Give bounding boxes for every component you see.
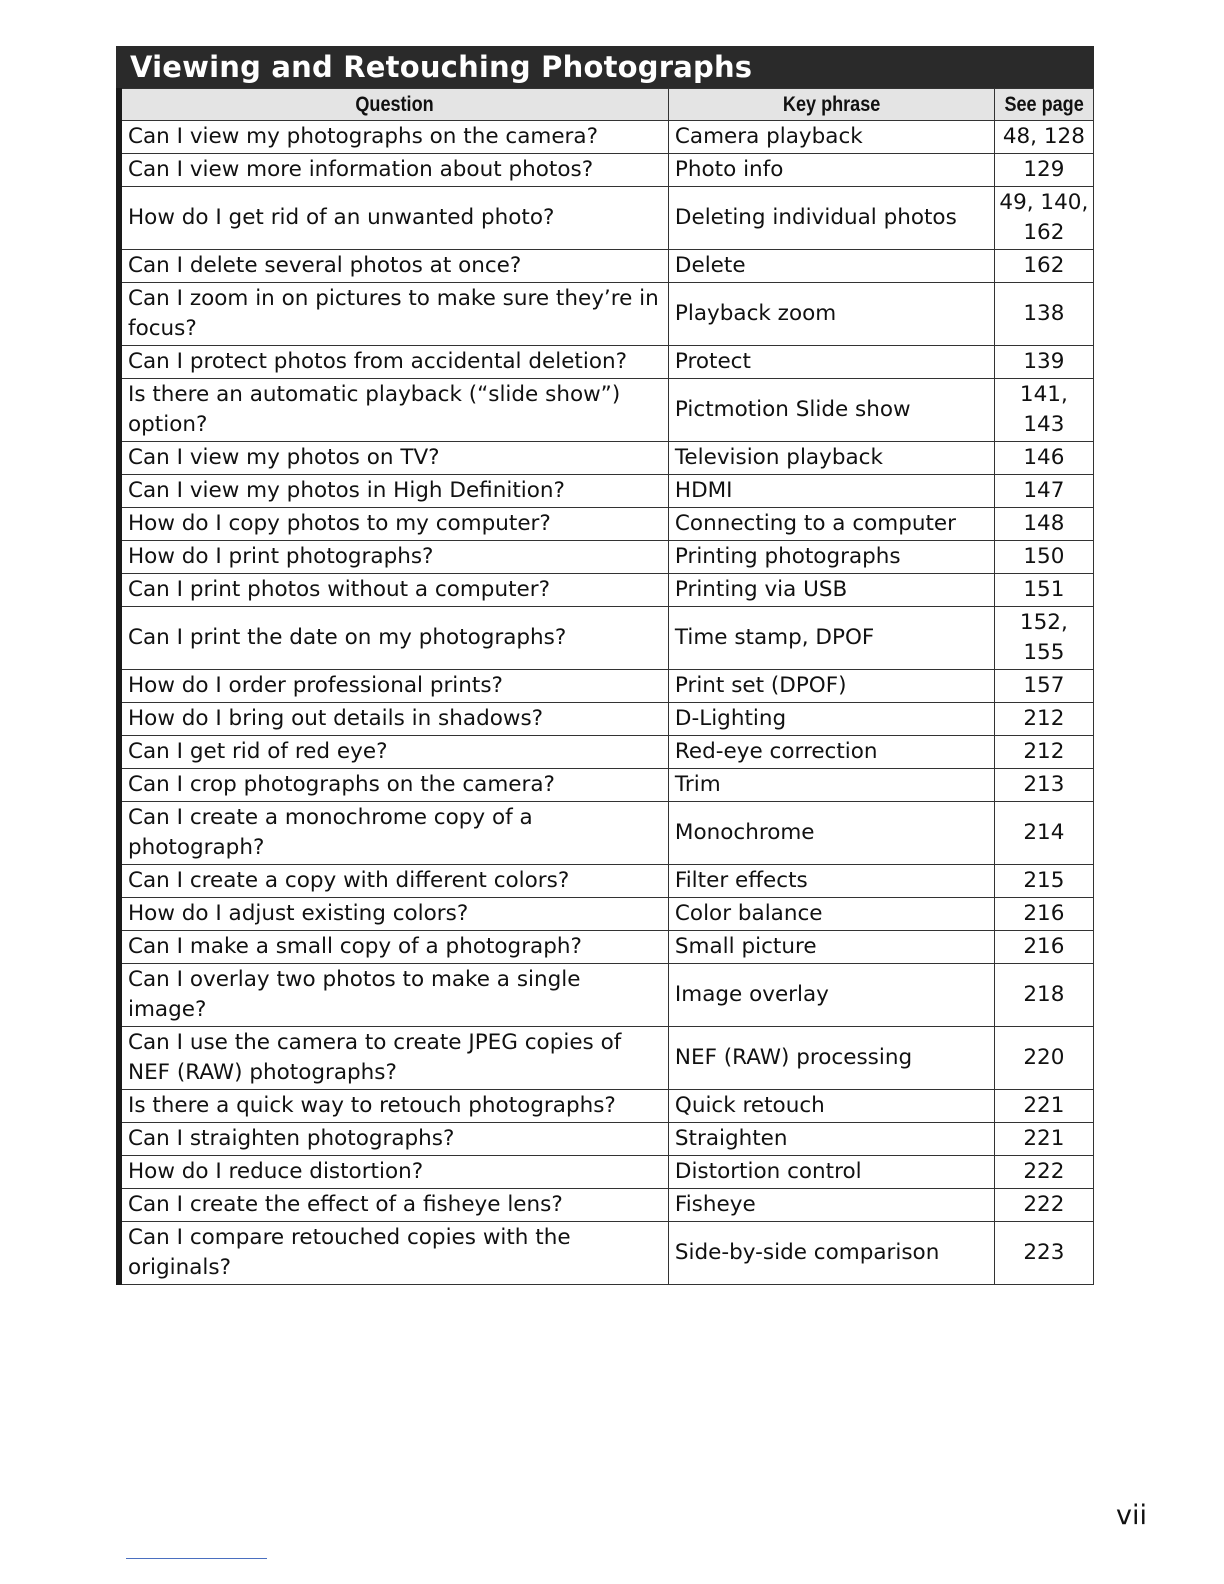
table-row [119, 1123, 1094, 1156]
column-header-question: Question [119, 89, 668, 121]
question-cell: Can I view my photographs on the camera? [119, 121, 668, 154]
see-page-cell: 212 [994, 703, 1093, 736]
table-row [119, 250, 1094, 283]
table-row [119, 865, 1094, 898]
question-cell: Can I create a monochrome copy of a photograph? [119, 802, 668, 865]
key-phrase-cell: Side-by-side comparison [668, 1222, 994, 1285]
question-cell: Can I compare retouched copies with the originals? [119, 1222, 668, 1285]
see-page-cell: 222 [994, 1156, 1093, 1189]
table-row [119, 475, 1094, 508]
question-cell: How do I adjust existing colors? [119, 898, 668, 931]
page-number: vii [1116, 1500, 1147, 1531]
see-page-cell: 222 [994, 1189, 1093, 1222]
key-phrase-cell: Fisheye [668, 1189, 994, 1222]
question-cell: Can I overlay two photos to make a single image? [119, 964, 668, 1027]
key-phrase-cell: Camera playback [668, 121, 994, 154]
question-cell: Can I print the date on my photographs? [119, 607, 668, 670]
table-row [119, 670, 1094, 703]
see-page-cell: 146 [994, 442, 1093, 475]
table-row [119, 283, 1094, 346]
question-cell: How do I bring out details in shadows? [119, 703, 668, 736]
see-page-cell: 223 [994, 1222, 1093, 1285]
question-cell: How do I print photographs? [119, 541, 668, 574]
see-page-cell: 148 [994, 508, 1093, 541]
key-phrase-cell: Straighten [668, 1123, 994, 1156]
see-page-cell: 147 [994, 475, 1093, 508]
see-page-cell: 221 [994, 1123, 1093, 1156]
table-row [119, 379, 1094, 442]
key-phrase-cell: Protect [668, 346, 994, 379]
key-phrase-cell: Delete [668, 250, 994, 283]
table-row [119, 346, 1094, 379]
table-row [119, 574, 1094, 607]
key-phrase-cell: Time stamp, DPOF [668, 607, 994, 670]
key-phrase-cell: Color balance [668, 898, 994, 931]
table-row [119, 121, 1094, 154]
table-row [119, 736, 1094, 769]
table-row [119, 541, 1094, 574]
see-page-cell: 139 [994, 346, 1093, 379]
header-row [119, 89, 1094, 121]
key-phrase-cell: Distortion control [668, 1156, 994, 1189]
table-row [119, 703, 1094, 736]
faq-table-body [119, 121, 1094, 1285]
question-cell: Can I print photos without a computer? [119, 574, 668, 607]
see-page-cell: 48, 128 [994, 121, 1093, 154]
table-row [119, 964, 1094, 1027]
see-page-cell: 151 [994, 574, 1093, 607]
faq-table [116, 88, 1094, 1285]
question-cell: Can I use the camera to create JPEG copies of NEF (RAW) photographs? [119, 1027, 668, 1090]
key-phrase-cell: Pictmotion Slide show [668, 379, 994, 442]
column-header-key-phrase: Key phrase [668, 89, 994, 121]
see-page-cell: 212 [994, 736, 1093, 769]
table-row [119, 442, 1094, 475]
key-phrase-cell: Printing photographs [668, 541, 994, 574]
key-phrase-cell: Filter effects [668, 865, 994, 898]
table-row [119, 1090, 1094, 1123]
section-title: Viewing and Retouching Photographs [116, 46, 1094, 88]
question-cell: Can I straighten photographs? [119, 1123, 668, 1156]
question-cell: Can I delete several photos at once? [119, 250, 668, 283]
table-row [119, 1222, 1094, 1285]
column-header-see-page: See page [994, 89, 1093, 121]
see-page-cell: 138 [994, 283, 1093, 346]
key-phrase-cell: Red-eye correction [668, 736, 994, 769]
key-phrase-cell: NEF (RAW) processing [668, 1027, 994, 1090]
table-row [119, 607, 1094, 670]
table-row [119, 931, 1094, 964]
see-page-cell: 157 [994, 670, 1093, 703]
see-page-cell: 216 [994, 898, 1093, 931]
key-phrase-cell: Deleting individual photos [668, 187, 994, 250]
see-page-cell: 141, 143 [994, 379, 1093, 442]
see-page-cell: 218 [994, 964, 1093, 1027]
question-cell: Can I protect photos from accidental deletion? [119, 346, 668, 379]
key-phrase-cell: Playback zoom [668, 283, 994, 346]
table-row [119, 1156, 1094, 1189]
key-phrase-cell: Television playback [668, 442, 994, 475]
see-page-cell: 162 [994, 250, 1093, 283]
see-page-cell: 221 [994, 1090, 1093, 1123]
table-row [119, 508, 1094, 541]
question-cell: How do I get rid of an unwanted photo? [119, 187, 668, 250]
key-phrase-cell: Print set (DPOF) [668, 670, 994, 703]
question-cell: How do I order professional prints? [119, 670, 668, 703]
key-phrase-cell: Small picture [668, 931, 994, 964]
table-row [119, 769, 1094, 802]
key-phrase-cell: HDMI [668, 475, 994, 508]
key-phrase-cell: Trim [668, 769, 994, 802]
question-cell: Can I make a small copy of a photograph? [119, 931, 668, 964]
question-cell: Can I zoom in on pictures to make sure they’re in focus? [119, 283, 668, 346]
table-row [119, 154, 1094, 187]
question-cell: How do I copy photos to my computer? [119, 508, 668, 541]
key-phrase-cell: D-Lighting [668, 703, 994, 736]
question-cell: Can I create the effect of a fisheye lens? [119, 1189, 668, 1222]
footer-rule [126, 1558, 267, 1559]
key-phrase-cell: Connecting to a computer [668, 508, 994, 541]
question-cell: Can I create a copy with different colors? [119, 865, 668, 898]
table-row [119, 1189, 1094, 1222]
question-cell: How do I reduce distortion? [119, 1156, 668, 1189]
faq-table-section [116, 46, 1094, 1285]
key-phrase-cell: Photo info [668, 154, 994, 187]
key-phrase-cell: Printing via USB [668, 574, 994, 607]
question-cell: Is there a quick way to retouch photographs? [119, 1090, 668, 1123]
question-cell: Can I view my photos in High Definition? [119, 475, 668, 508]
see-page-cell: 150 [994, 541, 1093, 574]
see-page-cell: 220 [994, 1027, 1093, 1090]
question-cell: Can I get rid of red eye? [119, 736, 668, 769]
key-phrase-cell: Image overlay [668, 964, 994, 1027]
table-row [119, 1027, 1094, 1090]
see-page-cell: 215 [994, 865, 1093, 898]
question-cell: Is there an automatic playback (“slide show”) option? [119, 379, 668, 442]
see-page-cell: 213 [994, 769, 1093, 802]
table-row [119, 898, 1094, 931]
question-cell: Can I crop photographs on the camera? [119, 769, 668, 802]
see-page-cell: 214 [994, 802, 1093, 865]
see-page-cell: 152, 155 [994, 607, 1093, 670]
key-phrase-cell: Quick retouch [668, 1090, 994, 1123]
question-cell: Can I view more information about photos? [119, 154, 668, 187]
see-page-cell: 216 [994, 931, 1093, 964]
see-page-cell: 49, 140, 162 [994, 187, 1093, 250]
see-page-cell: 129 [994, 154, 1093, 187]
table-row [119, 187, 1094, 250]
question-cell: Can I view my photos on TV? [119, 442, 668, 475]
table-row [119, 802, 1094, 865]
key-phrase-cell: Monochrome [668, 802, 994, 865]
